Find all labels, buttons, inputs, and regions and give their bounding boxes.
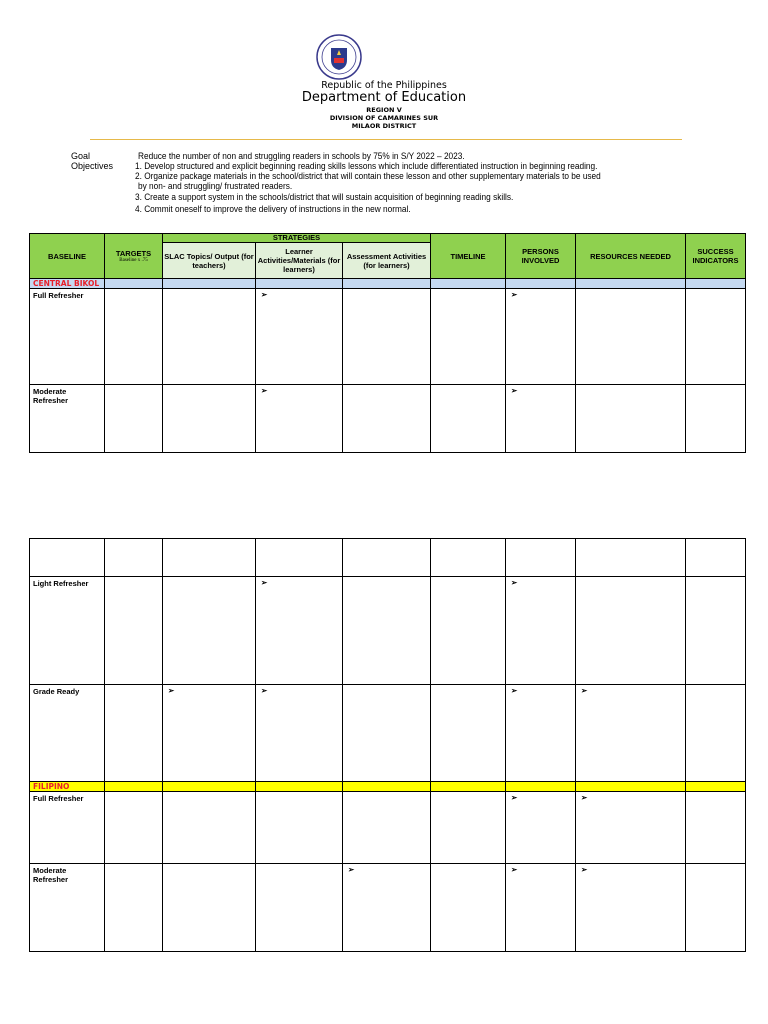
header-persons: PERSONS INVOLVED (506, 234, 576, 279)
header-baseline: BASELINE (30, 234, 105, 279)
bullet-icon: ➢ (163, 685, 256, 782)
table-row (30, 577, 746, 685)
table-row (30, 385, 746, 453)
action-plan-table-2 (29, 538, 746, 952)
band-label: CENTRAL BIKOL (30, 279, 105, 289)
table-row (30, 792, 746, 864)
action-plan-table-1 (29, 233, 746, 453)
header-targets-label: TARGETS (115, 249, 152, 258)
header-targets (105, 234, 163, 279)
row-label: Light Refresher (30, 577, 105, 685)
bullet-icon: ➢ (506, 685, 576, 782)
header-resources: RESOURCES NEEDED (576, 234, 686, 279)
department-title: Department of Education (301, 90, 467, 105)
bullet-icon: ➢ (576, 792, 686, 864)
header-success: SUCCESS INDICATORS (686, 234, 746, 279)
republic-title: Republic of the Philippines (321, 80, 447, 91)
bullet-icon: ➢ (256, 685, 343, 782)
district-label: MILAOR DISTRICT (351, 122, 417, 130)
objective-line-1: 1. Develop structured and explicit beginning reading skills lessons which include differentiated instruction in beginning reading. (135, 161, 598, 171)
objective-line-2: 2. Organize package materials in the school/district that will contain these lesson and other supplementary materials to be used (135, 171, 601, 181)
header-timeline: TIMELINE (431, 234, 506, 279)
row-label: Grade Ready (30, 685, 105, 782)
band-central-bikol (30, 279, 746, 289)
row-label: Moderate Refresher (30, 385, 105, 453)
table-row (30, 539, 746, 577)
bullet-icon: ➢ (576, 864, 686, 952)
row-label: Full Refresher (30, 289, 105, 385)
bullet-icon: ➢ (343, 864, 431, 952)
band-label: FILIPINO (30, 782, 105, 792)
table-row (30, 864, 746, 952)
bullet-icon: ➢ (256, 577, 343, 685)
header-targets-sub: Baseline x .75 (119, 258, 148, 263)
table-row (30, 289, 746, 385)
row-label: Moderate Refresher (30, 864, 105, 952)
objective-line-5: 4. Commit oneself to improve the delivery of instructions in the new normal. (135, 204, 411, 214)
header-learner: Learner Activities/Materials (for learners) (256, 243, 343, 279)
deped-seal-icon (316, 34, 362, 80)
row-label: Full Refresher (30, 792, 105, 864)
bullet-icon: ➢ (256, 385, 343, 453)
objectives-label: Objectives (71, 161, 114, 171)
objective-line-4: 3. Create a support system in the schools/district that will sustain acquisition of beginning reading skills. (135, 192, 514, 202)
header-slac: SLAC Topics/ Output (for teachers) (163, 243, 256, 279)
header-assessment: Assessment Activities (for learners) (343, 243, 431, 279)
table-row (30, 685, 746, 782)
bullet-icon: ➢ (506, 577, 576, 685)
objective-line-3: by non- and struggling/ frustrated readers. (138, 181, 293, 191)
bullet-icon: ➢ (506, 792, 576, 864)
header-divider (90, 139, 682, 140)
band-filipino (30, 782, 746, 792)
bullet-icon: ➢ (256, 289, 343, 385)
bullet-icon: ➢ (576, 685, 686, 782)
region-label: REGION V (366, 106, 402, 114)
bullet-icon: ➢ (506, 289, 576, 385)
goal-text: Reduce the number of non and struggling readers in schools by 75% in S/Y 2022 – 2023. (138, 151, 465, 161)
bullet-icon: ➢ (506, 385, 576, 453)
header-strategies: STRATEGIES (163, 234, 431, 243)
bullet-icon: ➢ (506, 864, 576, 952)
goal-label: Goal (71, 151, 91, 161)
division-label: DIVISION OF CAMARINES SUR (329, 114, 439, 122)
